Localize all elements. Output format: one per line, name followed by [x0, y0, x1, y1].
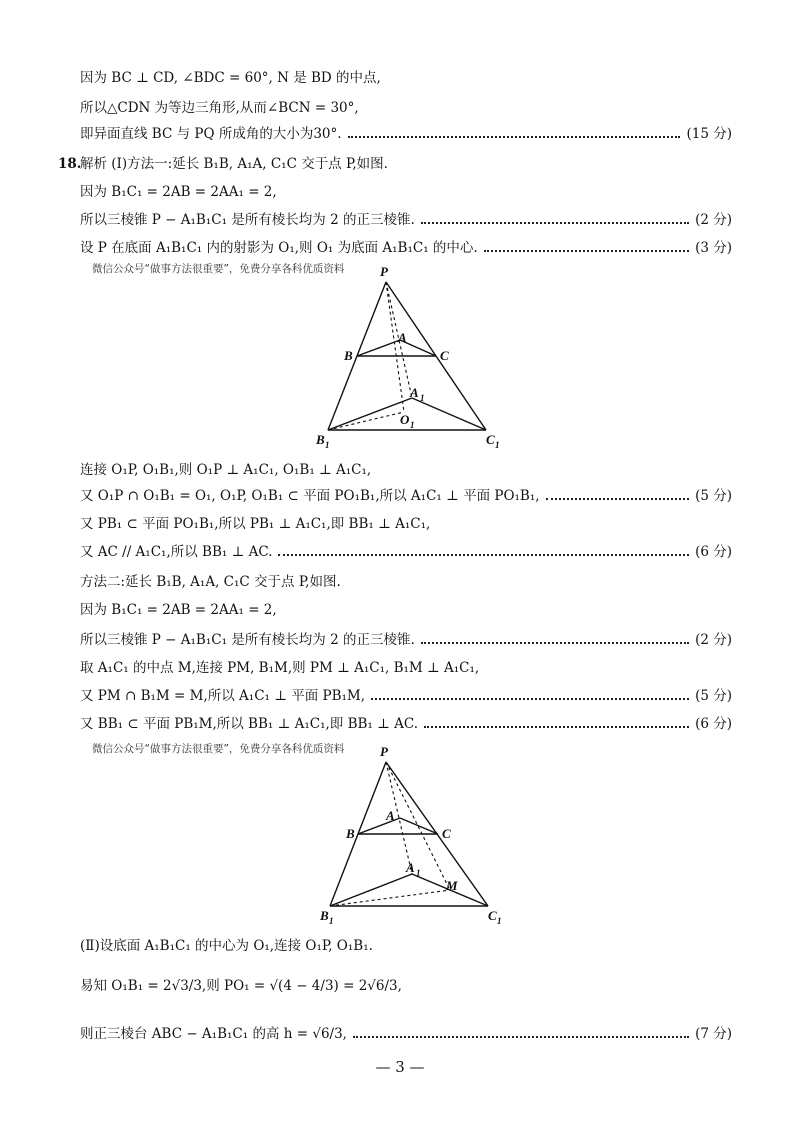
subscript-B1: 1	[329, 916, 334, 926]
label-A1: A	[406, 860, 415, 875]
edge-CA	[400, 818, 438, 834]
edge-BA	[357, 340, 400, 356]
solution-line	[80, 460, 732, 480]
line-text: 解析 (Ⅰ)方法一:延长 B₁B, A₁A, C₁C 交于点 P,如图.	[80, 156, 388, 172]
label-C: C	[442, 826, 451, 841]
solution-line	[80, 976, 732, 996]
segment-PO1	[386, 282, 404, 412]
line-text: 所以△CDN 为等边三角形,从而∠BCN = 30°,	[80, 100, 359, 116]
solution-line-scored	[80, 486, 732, 506]
line-text: 又 O₁P ∩ O₁B₁ = O₁, O₁P, O₁B₁ ⊂ 平面 PO₁B₁,所以 A₁C₁ ⊥ 平面 PO₁B₁,	[80, 488, 540, 504]
solution-line	[80, 600, 732, 620]
pyramid-diagram-2	[300, 742, 520, 932]
line-text: 又 BB₁ ⊂ 平面 PB₁M,所以 BB₁ ⊥ A₁C₁,即 BB₁ ⊥ AC.	[80, 716, 418, 732]
solution-line-scored	[80, 1024, 732, 1044]
label-B1: B	[316, 432, 325, 447]
dot-leader	[421, 642, 689, 644]
pyramid-figure-2	[300, 742, 520, 932]
line-text: 所以三棱锥 P − A₁B₁C₁ 是所有棱长均为 2 的正三棱锥.	[80, 212, 415, 228]
label-C1: C	[488, 908, 497, 923]
solution-line-scored	[80, 238, 732, 258]
label-P: P	[380, 744, 388, 759]
label-A1: A	[410, 385, 419, 400]
watermark-text: 微信公众号“做事方法很重要”，免费分享各科优质资料	[92, 263, 345, 275]
line-text: 设 P 在底面 A₁B₁C₁ 内的射影为 O₁,则 O₁ 为底面 A₁B₁C₁ 的中心.	[80, 240, 478, 256]
label-A: A	[398, 330, 407, 345]
label-C1: C	[486, 432, 495, 447]
line-text: 取 A₁C₁ 的中点 M,连接 PM, B₁M,则 PM ⊥ A₁C₁, B₁M ⊥ A₁C₁,	[80, 660, 480, 676]
score-mark: (6 分)	[695, 544, 732, 560]
label-A: A	[386, 808, 395, 823]
dot-leader	[348, 136, 681, 138]
subscript-O1: 1	[410, 420, 415, 430]
label-O1: O	[400, 412, 410, 427]
line-text: 因为 B₁C₁ = 2AB = 2AA₁ = 2,	[80, 602, 277, 618]
dot-leader	[421, 222, 689, 224]
subscript-A1: 1	[416, 868, 421, 878]
line-text: (Ⅱ)设底面 A₁B₁C₁ 的中心为 O₁,连接 O₁P, O₁B₁.	[80, 938, 373, 954]
score-mark: (15 分)	[686, 126, 732, 142]
segment-B1O1	[328, 412, 404, 430]
pyramid-figure-1	[300, 262, 520, 452]
page-number: — 3 —	[375, 1058, 425, 1076]
edge-B1A1	[330, 874, 412, 906]
score-mark: (2 分)	[695, 632, 732, 648]
solution-line-scored	[80, 124, 732, 144]
solution-line	[80, 154, 732, 174]
label-B: B	[346, 826, 355, 841]
line-text: 因为 BC ⊥ CD, ∠BDC = 60°, N 是 BD 的中点,	[80, 70, 381, 86]
line-text: 因为 B₁C₁ = 2AB = 2AA₁ = 2,	[80, 184, 277, 200]
solution-line	[80, 658, 732, 678]
line-text: 所以三棱锥 P − A₁B₁C₁ 是所有棱长均为 2 的正三棱锥.	[80, 632, 415, 648]
solution-line-scored	[80, 686, 732, 706]
score-mark: (6 分)	[695, 716, 732, 732]
solution-line	[80, 68, 732, 88]
score-mark: (7 分)	[695, 1026, 732, 1042]
solution-line	[80, 98, 732, 118]
subscript-C1: 1	[495, 440, 500, 450]
line-text: 方法二:延长 B₁B, A₁A, C₁C 交于点 P,如图.	[80, 574, 341, 590]
dot-leader	[353, 1036, 689, 1038]
dot-leader	[546, 498, 690, 500]
line-text: 易知 O₁B₁ = 2√3/3,则 PO₁ = √(4 − 4/3) = 2√6/3,	[80, 978, 402, 994]
solution-line	[80, 182, 732, 202]
score-mark: (5 分)	[695, 488, 732, 504]
line-text: 则正三棱台 ABC − A₁B₁C₁ 的高 h = √6/3,	[80, 1026, 347, 1042]
line-text: 又 AC // A₁C₁,所以 BB₁ ⊥ AC.	[80, 544, 273, 560]
solution-line-scored	[80, 714, 732, 734]
subscript-A1: 1	[420, 393, 425, 403]
line-text: 又 PM ∩ B₁M = M,所以 A₁C₁ ⊥ 平面 PB₁M,	[80, 688, 366, 704]
score-mark: (2 分)	[695, 212, 732, 228]
subscript-B1: 1	[325, 440, 330, 450]
segment-B1M	[330, 890, 450, 906]
label-C: C	[440, 348, 449, 363]
label-B1: B	[320, 908, 329, 923]
score-mark: (5 分)	[695, 688, 732, 704]
score-mark: (3 分)	[695, 240, 732, 256]
line-text: 即异面直线 BC 与 PQ 所成角的大小为30°.	[80, 126, 342, 142]
solution-line-scored	[80, 630, 732, 650]
label-M: M	[446, 878, 458, 893]
label-P: P	[380, 264, 388, 279]
question-number: 18.	[58, 156, 82, 172]
dot-leader	[424, 726, 689, 728]
line-text: 连接 O₁P, O₁B₁,则 O₁P ⊥ A₁C₁, O₁B₁ ⊥ A₁C₁,	[80, 462, 372, 478]
subscript-C1: 1	[497, 916, 502, 926]
label-B: B	[344, 348, 353, 363]
dot-leader	[371, 698, 689, 700]
dot-leader	[484, 250, 689, 252]
line-text: 又 PB₁ ⊂ 平面 PO₁B₁,所以 PB₁ ⊥ A₁C₁,即 BB₁ ⊥ A₁C₁,	[80, 516, 431, 532]
pyramid-diagram-1	[300, 262, 520, 452]
solution-line	[80, 572, 732, 592]
solution-line	[80, 936, 732, 956]
solution-line-scored	[80, 542, 732, 562]
dot-leader	[278, 554, 689, 556]
solution-line	[80, 514, 732, 534]
watermark-text: 微信公众号“做事方法很重要”，免费分享各科优质资料	[92, 743, 345, 755]
solution-line-scored	[80, 210, 732, 230]
